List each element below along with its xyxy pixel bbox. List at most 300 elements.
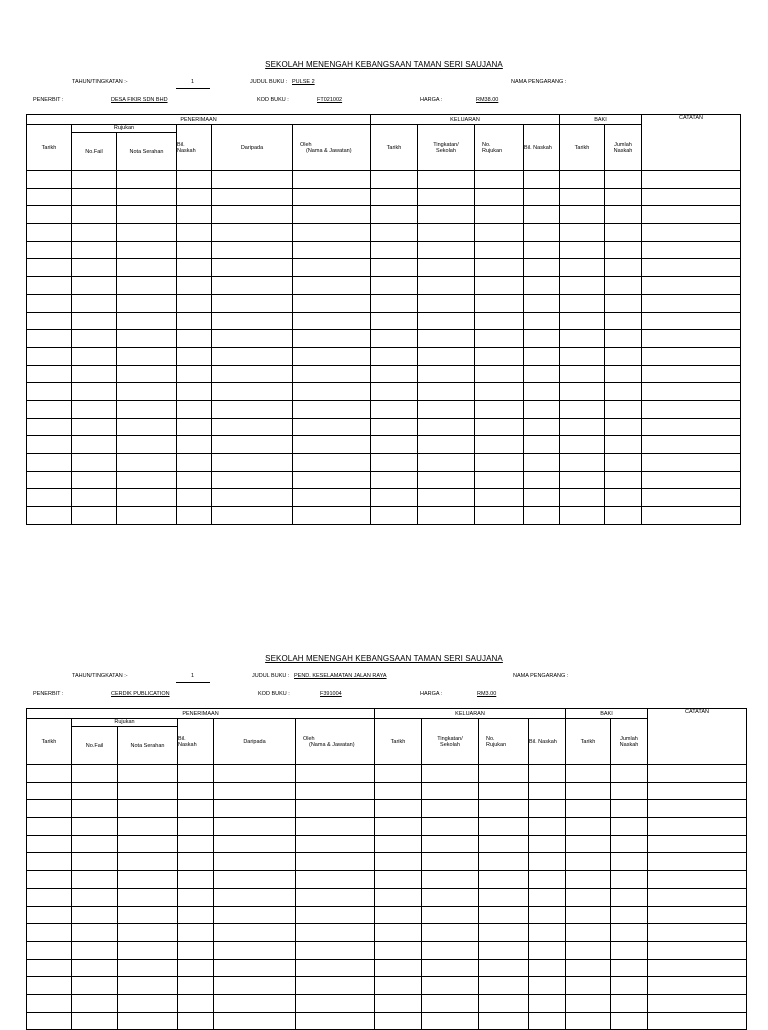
- table-cell[interactable]: [214, 977, 296, 995]
- table-cell[interactable]: [212, 224, 293, 242]
- table-cell[interactable]: [212, 206, 293, 224]
- table-cell[interactable]: [214, 959, 296, 977]
- table-cell[interactable]: [117, 206, 177, 224]
- table-cell[interactable]: [566, 1012, 611, 1030]
- table-cell[interactable]: [72, 471, 117, 489]
- table-cell[interactable]: [529, 941, 566, 959]
- table-cell[interactable]: [479, 924, 529, 942]
- table-cell[interactable]: [214, 765, 296, 783]
- table-cell[interactable]: [27, 941, 72, 959]
- table-cell[interactable]: [293, 312, 371, 330]
- table-cell[interactable]: [418, 241, 475, 259]
- table-cell[interactable]: [72, 782, 118, 800]
- table-cell[interactable]: [27, 400, 72, 418]
- table-cell[interactable]: [117, 365, 177, 383]
- table-cell[interactable]: [27, 835, 72, 853]
- table-cell[interactable]: [72, 507, 117, 525]
- table-cell[interactable]: [178, 818, 214, 836]
- table-cell[interactable]: [566, 941, 611, 959]
- table-cell[interactable]: [293, 418, 371, 436]
- table-cell[interactable]: [212, 347, 293, 365]
- table-cell[interactable]: [560, 507, 605, 525]
- table-cell[interactable]: [72, 871, 118, 889]
- table-cell[interactable]: [422, 941, 479, 959]
- table-cell[interactable]: [117, 507, 177, 525]
- table-cell[interactable]: [642, 489, 741, 507]
- table-cell[interactable]: [479, 853, 529, 871]
- table-cell[interactable]: [375, 871, 422, 889]
- table-cell[interactable]: [72, 888, 118, 906]
- table-cell[interactable]: [371, 294, 418, 312]
- table-cell[interactable]: [524, 294, 560, 312]
- table-cell[interactable]: [529, 853, 566, 871]
- table-cell[interactable]: [475, 241, 524, 259]
- table-cell[interactable]: [178, 941, 214, 959]
- table-cell[interactable]: [605, 206, 642, 224]
- table-cell[interactable]: [293, 259, 371, 277]
- table-cell[interactable]: [418, 436, 475, 454]
- table-cell[interactable]: [605, 188, 642, 206]
- table-cell[interactable]: [475, 365, 524, 383]
- table-cell[interactable]: [27, 383, 72, 401]
- table-cell[interactable]: [611, 871, 648, 889]
- table-cell[interactable]: [27, 800, 72, 818]
- table-cell[interactable]: [178, 906, 214, 924]
- table-cell[interactable]: [72, 818, 118, 836]
- table-cell[interactable]: [27, 436, 72, 454]
- table-cell[interactable]: [475, 330, 524, 348]
- table-cell[interactable]: [117, 400, 177, 418]
- table-cell[interactable]: [605, 454, 642, 472]
- table-cell[interactable]: [418, 259, 475, 277]
- table-cell[interactable]: [293, 188, 371, 206]
- table-cell[interactable]: [178, 782, 214, 800]
- table-cell[interactable]: [642, 312, 741, 330]
- table-cell[interactable]: [178, 853, 214, 871]
- table-cell[interactable]: [524, 365, 560, 383]
- table-cell[interactable]: [293, 294, 371, 312]
- table-cell[interactable]: [648, 871, 747, 889]
- table-cell[interactable]: [605, 277, 642, 295]
- table-cell[interactable]: [293, 277, 371, 295]
- table-cell[interactable]: [296, 888, 375, 906]
- table-cell[interactable]: [296, 871, 375, 889]
- table-cell[interactable]: [605, 347, 642, 365]
- table-cell[interactable]: [375, 994, 422, 1012]
- table-cell[interactable]: [72, 206, 117, 224]
- table-cell[interactable]: [212, 171, 293, 189]
- table-cell[interactable]: [422, 994, 479, 1012]
- table-cell[interactable]: [117, 294, 177, 312]
- table-cell[interactable]: [212, 489, 293, 507]
- table-cell[interactable]: [529, 994, 566, 1012]
- table-cell[interactable]: [177, 277, 212, 295]
- table-cell[interactable]: [293, 400, 371, 418]
- table-cell[interactable]: [648, 853, 747, 871]
- table-cell[interactable]: [648, 924, 747, 942]
- table-cell[interactable]: [611, 1012, 648, 1030]
- table-cell[interactable]: [560, 171, 605, 189]
- table-cell[interactable]: [524, 312, 560, 330]
- table-cell[interactable]: [648, 888, 747, 906]
- table-cell[interactable]: [524, 224, 560, 242]
- table-cell[interactable]: [418, 312, 475, 330]
- table-cell[interactable]: [479, 959, 529, 977]
- table-cell[interactable]: [212, 312, 293, 330]
- table-cell[interactable]: [27, 241, 72, 259]
- table-cell[interactable]: [648, 800, 747, 818]
- table-cell[interactable]: [560, 259, 605, 277]
- table-cell[interactable]: [212, 365, 293, 383]
- table-cell[interactable]: [642, 418, 741, 436]
- table-cell[interactable]: [642, 259, 741, 277]
- table-cell[interactable]: [566, 800, 611, 818]
- table-cell[interactable]: [422, 977, 479, 995]
- table-cell[interactable]: [642, 206, 741, 224]
- table-cell[interactable]: [118, 906, 178, 924]
- table-cell[interactable]: [27, 171, 72, 189]
- table-cell[interactable]: [72, 383, 117, 401]
- table-cell[interactable]: [479, 977, 529, 995]
- table-cell[interactable]: [27, 277, 72, 295]
- table-cell[interactable]: [611, 800, 648, 818]
- table-cell[interactable]: [72, 312, 117, 330]
- table-cell[interactable]: [611, 924, 648, 942]
- table-cell[interactable]: [524, 489, 560, 507]
- table-cell[interactable]: [648, 941, 747, 959]
- table-cell[interactable]: [371, 330, 418, 348]
- table-cell[interactable]: [118, 765, 178, 783]
- table-cell[interactable]: [177, 206, 212, 224]
- table-cell[interactable]: [27, 489, 72, 507]
- table-cell[interactable]: [177, 171, 212, 189]
- table-cell[interactable]: [566, 959, 611, 977]
- table-cell[interactable]: [566, 977, 611, 995]
- table-cell[interactable]: [418, 365, 475, 383]
- table-cell[interactable]: [214, 1012, 296, 1030]
- table-cell[interactable]: [118, 818, 178, 836]
- table-cell[interactable]: [479, 906, 529, 924]
- table-cell[interactable]: [371, 489, 418, 507]
- table-cell[interactable]: [566, 818, 611, 836]
- table-cell[interactable]: [605, 436, 642, 454]
- table-cell[interactable]: [371, 224, 418, 242]
- table-cell[interactable]: [296, 924, 375, 942]
- table-cell[interactable]: [611, 977, 648, 995]
- table-cell[interactable]: [118, 835, 178, 853]
- table-cell[interactable]: [566, 853, 611, 871]
- table-cell[interactable]: [177, 188, 212, 206]
- table-cell[interactable]: [475, 171, 524, 189]
- table-cell[interactable]: [422, 906, 479, 924]
- table-cell[interactable]: [371, 365, 418, 383]
- table-cell[interactable]: [72, 454, 117, 472]
- table-cell[interactable]: [177, 383, 212, 401]
- table-cell[interactable]: [648, 835, 747, 853]
- table-cell[interactable]: [72, 800, 118, 818]
- table-cell[interactable]: [72, 1012, 118, 1030]
- table-cell[interactable]: [72, 765, 118, 783]
- table-cell[interactable]: [117, 241, 177, 259]
- table-cell[interactable]: [642, 347, 741, 365]
- table-cell[interactable]: [296, 853, 375, 871]
- table-cell[interactable]: [212, 383, 293, 401]
- table-cell[interactable]: [178, 800, 214, 818]
- table-cell[interactable]: [524, 188, 560, 206]
- table-cell[interactable]: [642, 188, 741, 206]
- table-cell[interactable]: [117, 454, 177, 472]
- table-cell[interactable]: [27, 994, 72, 1012]
- table-cell[interactable]: [475, 454, 524, 472]
- table-cell[interactable]: [27, 507, 72, 525]
- table-cell[interactable]: [642, 471, 741, 489]
- table-cell[interactable]: [566, 835, 611, 853]
- table-cell[interactable]: [293, 171, 371, 189]
- table-cell[interactable]: [293, 330, 371, 348]
- table-cell[interactable]: [479, 888, 529, 906]
- table-cell[interactable]: [375, 782, 422, 800]
- table-cell[interactable]: [560, 436, 605, 454]
- table-cell[interactable]: [475, 312, 524, 330]
- table-cell[interactable]: [475, 188, 524, 206]
- table-cell[interactable]: [375, 924, 422, 942]
- table-cell[interactable]: [611, 941, 648, 959]
- table-cell[interactable]: [371, 206, 418, 224]
- table-cell[interactable]: [72, 171, 117, 189]
- table-cell[interactable]: [642, 383, 741, 401]
- table-cell[interactable]: [611, 765, 648, 783]
- table-cell[interactable]: [529, 818, 566, 836]
- table-cell[interactable]: [214, 871, 296, 889]
- table-cell[interactable]: [117, 259, 177, 277]
- table-cell[interactable]: [293, 347, 371, 365]
- table-cell[interactable]: [293, 454, 371, 472]
- table-cell[interactable]: [72, 977, 118, 995]
- table-cell[interactable]: [371, 277, 418, 295]
- table-cell[interactable]: [117, 347, 177, 365]
- table-cell[interactable]: [524, 241, 560, 259]
- table-cell[interactable]: [566, 871, 611, 889]
- table-cell[interactable]: [642, 171, 741, 189]
- table-cell[interactable]: [214, 835, 296, 853]
- table-cell[interactable]: [422, 853, 479, 871]
- table-cell[interactable]: [524, 454, 560, 472]
- table-cell[interactable]: [560, 206, 605, 224]
- table-cell[interactable]: [212, 471, 293, 489]
- table-cell[interactable]: [605, 171, 642, 189]
- table-cell[interactable]: [117, 418, 177, 436]
- table-cell[interactable]: [214, 818, 296, 836]
- table-cell[interactable]: [418, 171, 475, 189]
- table-cell[interactable]: [560, 471, 605, 489]
- table-cell[interactable]: [296, 994, 375, 1012]
- table-cell[interactable]: [418, 400, 475, 418]
- table-cell[interactable]: [479, 818, 529, 836]
- table-cell[interactable]: [72, 188, 117, 206]
- table-cell[interactable]: [479, 782, 529, 800]
- table-cell[interactable]: [118, 994, 178, 1012]
- table-cell[interactable]: [177, 241, 212, 259]
- table-cell[interactable]: [212, 454, 293, 472]
- table-cell[interactable]: [475, 418, 524, 436]
- table-cell[interactable]: [479, 765, 529, 783]
- table-cell[interactable]: [422, 782, 479, 800]
- table-cell[interactable]: [27, 330, 72, 348]
- table-cell[interactable]: [479, 871, 529, 889]
- table-cell[interactable]: [118, 853, 178, 871]
- table-cell[interactable]: [642, 400, 741, 418]
- table-cell[interactable]: [118, 888, 178, 906]
- table-cell[interactable]: [27, 818, 72, 836]
- table-cell[interactable]: [642, 507, 741, 525]
- table-cell[interactable]: [293, 507, 371, 525]
- table-cell[interactable]: [371, 188, 418, 206]
- table-cell[interactable]: [371, 507, 418, 525]
- table-cell[interactable]: [72, 906, 118, 924]
- table-cell[interactable]: [296, 1012, 375, 1030]
- table-cell[interactable]: [296, 941, 375, 959]
- table-cell[interactable]: [648, 782, 747, 800]
- table-cell[interactable]: [72, 330, 117, 348]
- table-cell[interactable]: [475, 224, 524, 242]
- table-cell[interactable]: [27, 312, 72, 330]
- table-cell[interactable]: [475, 383, 524, 401]
- table-cell[interactable]: [177, 259, 212, 277]
- table-cell[interactable]: [418, 507, 475, 525]
- table-cell[interactable]: [72, 347, 117, 365]
- table-cell[interactable]: [118, 959, 178, 977]
- table-cell[interactable]: [375, 977, 422, 995]
- table-cell[interactable]: [648, 818, 747, 836]
- table-cell[interactable]: [117, 436, 177, 454]
- table-cell[interactable]: [72, 294, 117, 312]
- table-cell[interactable]: [475, 489, 524, 507]
- table-cell[interactable]: [118, 977, 178, 995]
- table-cell[interactable]: [418, 471, 475, 489]
- table-cell[interactable]: [177, 454, 212, 472]
- table-cell[interactable]: [529, 888, 566, 906]
- table-cell[interactable]: [375, 853, 422, 871]
- table-cell[interactable]: [524, 330, 560, 348]
- table-cell[interactable]: [422, 924, 479, 942]
- table-cell[interactable]: [560, 224, 605, 242]
- table-cell[interactable]: [418, 418, 475, 436]
- table-cell[interactable]: [475, 471, 524, 489]
- table-cell[interactable]: [296, 800, 375, 818]
- table-cell[interactable]: [529, 906, 566, 924]
- table-cell[interactable]: [418, 347, 475, 365]
- table-cell[interactable]: [422, 800, 479, 818]
- table-cell[interactable]: [611, 853, 648, 871]
- table-cell[interactable]: [178, 994, 214, 1012]
- table-cell[interactable]: [475, 294, 524, 312]
- table-cell[interactable]: [611, 888, 648, 906]
- table-cell[interactable]: [27, 871, 72, 889]
- table-cell[interactable]: [178, 924, 214, 942]
- table-cell[interactable]: [648, 959, 747, 977]
- table-cell[interactable]: [27, 188, 72, 206]
- table-cell[interactable]: [214, 924, 296, 942]
- table-cell[interactable]: [212, 188, 293, 206]
- table-cell[interactable]: [475, 507, 524, 525]
- table-cell[interactable]: [293, 224, 371, 242]
- table-cell[interactable]: [212, 436, 293, 454]
- table-cell[interactable]: [524, 471, 560, 489]
- table-cell[interactable]: [524, 259, 560, 277]
- table-cell[interactable]: [118, 800, 178, 818]
- table-cell[interactable]: [27, 1012, 72, 1030]
- table-cell[interactable]: [475, 206, 524, 224]
- table-cell[interactable]: [293, 241, 371, 259]
- table-cell[interactable]: [371, 436, 418, 454]
- table-cell[interactable]: [177, 330, 212, 348]
- table-cell[interactable]: [475, 436, 524, 454]
- table-cell[interactable]: [27, 959, 72, 977]
- table-cell[interactable]: [371, 312, 418, 330]
- table-cell[interactable]: [560, 418, 605, 436]
- table-cell[interactable]: [214, 782, 296, 800]
- table-cell[interactable]: [212, 294, 293, 312]
- table-cell[interactable]: [475, 400, 524, 418]
- table-cell[interactable]: [212, 277, 293, 295]
- table-cell[interactable]: [118, 924, 178, 942]
- table-cell[interactable]: [529, 924, 566, 942]
- table-cell[interactable]: [560, 330, 605, 348]
- table-cell[interactable]: [27, 471, 72, 489]
- table-cell[interactable]: [117, 330, 177, 348]
- table-cell[interactable]: [293, 489, 371, 507]
- table-cell[interactable]: [27, 454, 72, 472]
- table-cell[interactable]: [375, 818, 422, 836]
- table-cell[interactable]: [117, 383, 177, 401]
- table-cell[interactable]: [296, 765, 375, 783]
- table-cell[interactable]: [475, 277, 524, 295]
- table-cell[interactable]: [72, 941, 118, 959]
- table-cell[interactable]: [648, 977, 747, 995]
- table-cell[interactable]: [648, 906, 747, 924]
- table-cell[interactable]: [72, 224, 117, 242]
- table-cell[interactable]: [27, 782, 72, 800]
- table-cell[interactable]: [212, 418, 293, 436]
- table-cell[interactable]: [529, 800, 566, 818]
- table-cell[interactable]: [560, 294, 605, 312]
- table-cell[interactable]: [611, 818, 648, 836]
- table-cell[interactable]: [296, 906, 375, 924]
- table-cell[interactable]: [296, 959, 375, 977]
- table-cell[interactable]: [560, 188, 605, 206]
- table-cell[interactable]: [296, 818, 375, 836]
- table-cell[interactable]: [642, 294, 741, 312]
- table-cell[interactable]: [605, 294, 642, 312]
- table-cell[interactable]: [418, 224, 475, 242]
- table-cell[interactable]: [479, 994, 529, 1012]
- table-cell[interactable]: [177, 436, 212, 454]
- table-cell[interactable]: [418, 330, 475, 348]
- table-cell[interactable]: [214, 906, 296, 924]
- table-cell[interactable]: [371, 454, 418, 472]
- table-cell[interactable]: [422, 1012, 479, 1030]
- table-cell[interactable]: [611, 959, 648, 977]
- table-cell[interactable]: [642, 365, 741, 383]
- table-cell[interactable]: [422, 818, 479, 836]
- table-cell[interactable]: [605, 259, 642, 277]
- table-cell[interactable]: [212, 507, 293, 525]
- table-cell[interactable]: [214, 941, 296, 959]
- table-cell[interactable]: [375, 800, 422, 818]
- table-cell[interactable]: [479, 835, 529, 853]
- table-cell[interactable]: [529, 782, 566, 800]
- table-cell[interactable]: [605, 400, 642, 418]
